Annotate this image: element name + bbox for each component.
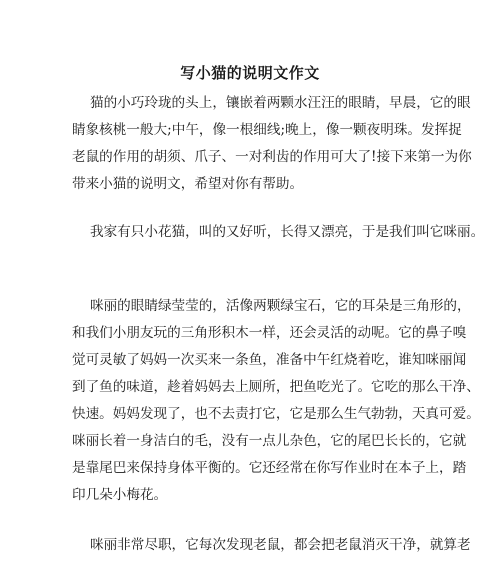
paragraph-1-line-3: 老鼠的作用的胡须、爪子、一对利齿的作用可大了!接下来第一为你	[72, 149, 472, 165]
paragraph-2-line-1: 我家有只小花猫，叫的又好听，长得又漂亮，于是我们叫它咪丽。	[90, 224, 485, 240]
paragraph-3-line-7: 是靠尾巴来保持身体平衡的。它还经常在你写作业时在本子上，踏	[72, 460, 467, 476]
paragraph-3-line-6: 咪丽长着一身洁白的毛，没有一点儿杂色，它的尾巴长长的，它就	[72, 433, 467, 449]
paragraph-1-line-2: 睛象核桃一般大;中午，像一根细线;晚上，像一颗夜明珠。发挥捉	[72, 122, 462, 138]
paragraph-3-line-2: 和我们小朋友玩的三角形积木一样，还会灵活的动呢。它的鼻子嗅	[72, 325, 467, 341]
paragraph-3-line-3: 觉可灵敏了妈妈一次买来一条鱼，准备中午红烧着吃，谁知咪丽闻	[72, 352, 467, 368]
paragraph-3-line-4: 到了鱼的味道，趁着妈妈去上厕所，把鱼吃光了。它吃的那么干净、	[72, 379, 480, 395]
paragraph-1-line-1: 猫的小巧玲珑的头上，镶嵌着两颗水汪汪的眼睛，早晨，它的眼	[90, 95, 471, 111]
paragraph-3-line-1: 咪丽的眼睛绿莹莹的，活像两颗绿宝石，它的耳朵是三角形的，	[90, 298, 471, 314]
paragraph-4-line-1: 咪丽非常尽职，它每次发现老鼠，都会把老鼠消灭干净，就算老	[90, 537, 471, 553]
paragraph-3-line-8: 印几朵小梅花。	[72, 487, 168, 503]
document-title: 写小猫的说明文作文	[180, 64, 320, 82]
paragraph-1-line-4: 带来小猫的说明文，希望对你有帮助。	[72, 176, 304, 192]
paragraph-3-line-5: 快速。妈妈发现了，也不去责打它，它是那么生气勃勃，天真可爱。	[72, 406, 480, 422]
